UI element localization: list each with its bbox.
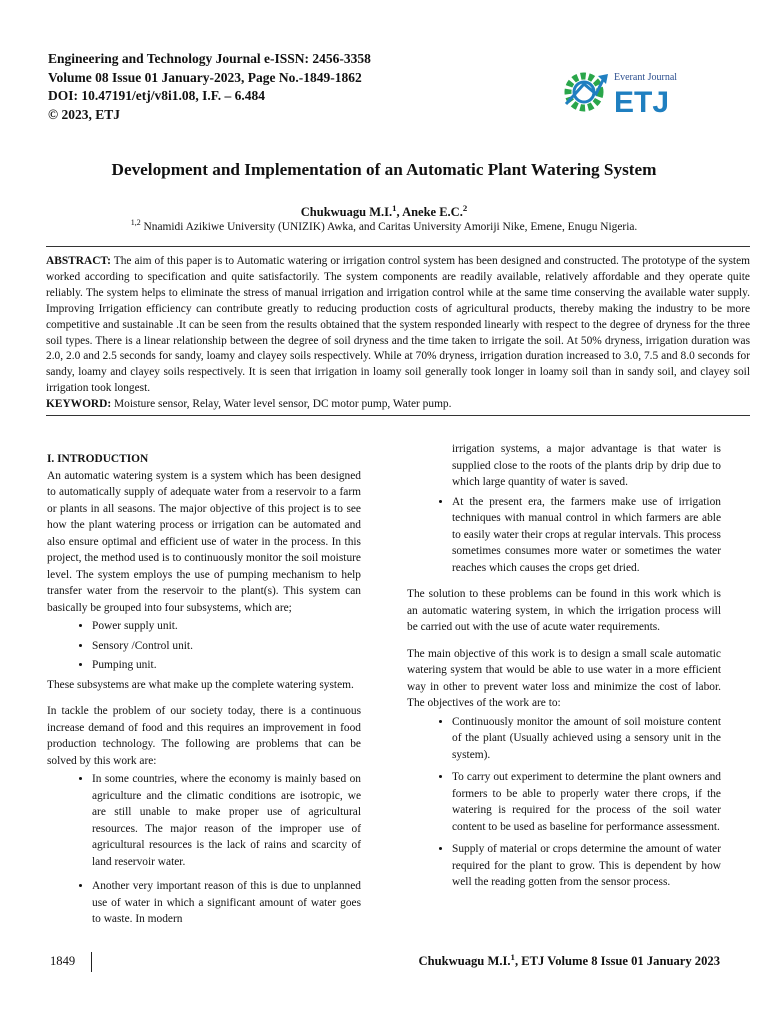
list-item: • Another very important reason of this is due to unplanned use of water in which a significant amount of water goes to waste. In modern (92, 878, 361, 928)
left-column (47, 451, 361, 931)
author-2: Aneke E.C. (402, 205, 463, 219)
objectives-list (407, 714, 721, 891)
paper-title: Development and Implementation of an Automatic Plant Watering System (111, 160, 657, 179)
copyright: © 2023, ETJ (48, 106, 120, 122)
keywords-text: Moisture sensor, Relay, Water level sensor, DC motor pump, Water pump. (111, 398, 452, 411)
intro-paragraph-1: An automatic watering system is a system which has been designed to automatically supply of adequate water from a reservoir to a farm or plants in all seasons. The major objective of this project is to see how the plant watering process or irrigation can be automated and also ensure optimal and efficient use of water in the process. In this project, the method used is to continuously monitor the soil moisture level. The system employs the use of pumping mechanism to help transfer water from the reservoir to the plant(s). This system can basically be grouped into four subsystems, which are; (47, 469, 361, 614)
subsystem-list (47, 618, 361, 674)
affiliation-sup: 1,2 (130, 218, 141, 228)
footer-citation (418, 951, 721, 969)
objective-paragraph: The main objective of this work is to design a small scale automatic watering system that would be able to use water in a more efficient way in other to prevent water loss and minimize the cost of labor. The objectives of the work are to: (407, 647, 721, 709)
list-item: • In some countries, where the economy is mainly based on agriculture and the climatic conditions are isotropic, we are still unable to make proper use of agricultural resources. The major reason of the improper use of agricultural resources is the lack of rains and scarcity of land reservoir water. (92, 771, 361, 870)
abstract-text: The aim of this paper is to Automatic watering or irrigation control system has been designed and constructed. The prototype of the system worked according to specification and quite satisfactorily. The system components are readily available, relatively affordable and they operate quite reliably. The system helps to eliminate the stress of manual irrigation and irrigation control while at the same time conserving the available water supply. Improving Irrigation efficiency can contribute greatly to reducing production costs of agricultural products, thereby making the industry to be more competitive and sustainable .It can be seen from the results obtained that the system responded linearly with respect to the degree of dryness for the three soil types. There is a linear relationship between the degree of soil dryness and the time taken to irrigate the soil. At 50% dryness, irrigation duration was 2.0, 2.0 and 2.5 seconds for sandy, loamy and clayey soils respectively. While at 70% dryness, irrigation duration increased to 3.0, 7.5 and 8.0 seconds for sandy, loamy and clayey soils respectively. It is seen that irrigation in loamy soil generally took longer in loamy soil than in sandy soil, and clayey soil irrigation took longest. (46, 255, 750, 395)
footer-divider (91, 952, 92, 972)
section-heading: I. INTRODUCTION (47, 453, 149, 465)
logo-text-main: ETJ (614, 86, 670, 119)
keywords-label: KEYWORD: (46, 398, 112, 411)
right-column (407, 441, 721, 894)
intro-paragraph-3: In tackle the problem of our society today, there is a continuous increase demand of food and this requires an improvement in food production technology. The following are problems that can be solved by this work are: (47, 705, 361, 767)
problem-list (47, 771, 361, 928)
affiliation-text: Nnamidi Azikiwe University (UNIZIK) Awka, and Caritas University Amoriji Nike, Emene, Enugu Nigeria. (140, 221, 638, 233)
continued-bullet: irrigation systems, a major advantage is that water is supplied close to the roots of the plants drip by drip due to which large quantity of water is saved. (452, 443, 721, 488)
affiliation (0, 218, 768, 233)
abstract-label: ABSTRACT: (46, 255, 111, 267)
list-item: • Sensory /Control unit. (92, 638, 361, 655)
etj-logo (562, 60, 722, 120)
author-1-sup: 1 (392, 202, 397, 213)
list-item: • Pumping unit. (92, 657, 361, 674)
list-item: • At the present era, the farmers make use of irrigation techniques with manual control in which farmers are able to easily water their crops at regular intervals. This process sometimes consumes more water or sometimes the water reaches which causes the crops get dried. (452, 494, 721, 577)
author-1: Chukwuagu M.I. (300, 205, 393, 219)
intro-paragraph-2: These subsystems are what make up the complete watering system. (47, 678, 354, 691)
gear-icon (566, 74, 608, 108)
volume-info: Volume 08 Issue 01 January-2023, Page No.-1849-1862 (48, 69, 362, 85)
journal-name: Engineering and Technology Journal e-ISSN: 2456-3358 (48, 51, 371, 66)
solution-paragraph: The solution to these problems can be found in this work which is an automatic watering system, in which the irrigation process will be carried out with the use of acute water requirements. (407, 588, 721, 633)
logo-text-top: Everant Journal (614, 72, 678, 83)
footer-sup: 1 (510, 951, 515, 962)
list-item: • Power supply unit. (92, 618, 361, 635)
page-number: 1849 (50, 954, 76, 968)
list-item: • Supply of material or crops determine the amount of water required for the plant to grow. This is dependent by how well the reading gotten from the sensor process. (452, 841, 721, 891)
doi-info: DOI: 10.47191/etj/v8i1.08, I.F. – 6.484 (48, 88, 265, 104)
list-item: • To carry out experiment to determine the plant owners and formers to be able to properly water there crops, if the watering is required for the process of the soil water content to be used as baseline for performance assessment. (452, 769, 721, 835)
continued-list (407, 494, 721, 577)
abstract (46, 254, 750, 397)
abstract-box (46, 246, 750, 416)
journal-header (48, 50, 371, 124)
footer-rest: , ETJ Volume 8 Issue 01 January 2023 (514, 954, 720, 968)
authors (0, 202, 768, 220)
keywords (46, 397, 750, 413)
footer-author: Chukwuagu M.I. (418, 954, 511, 968)
author-sep: , (396, 205, 403, 219)
author-2-sup: 2 (462, 202, 468, 213)
list-item: • Continuously monitor the amount of soil moisture content of the plant (Usually achieved using a sensory unit in the system). (452, 714, 721, 764)
